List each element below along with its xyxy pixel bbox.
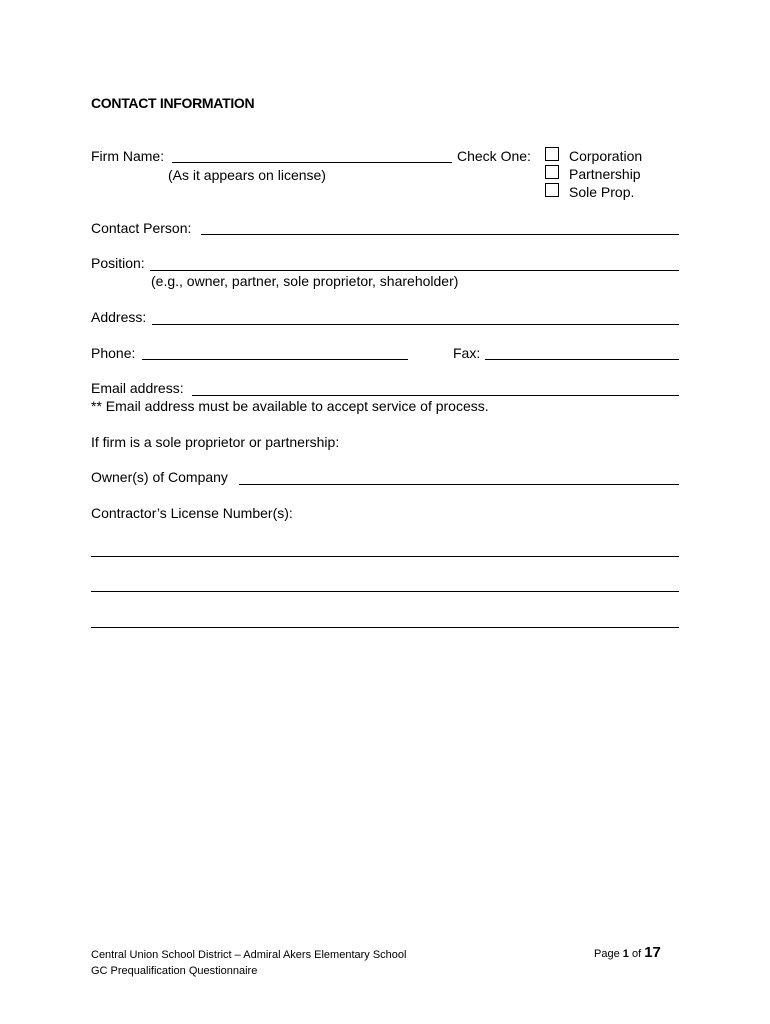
page-word: Page <box>594 948 620 960</box>
of-word: of <box>631 948 642 960</box>
page-indicator <box>594 946 661 961</box>
owners-field[interactable] <box>239 484 679 485</box>
phone-label: Phone: <box>91 345 136 361</box>
position-label: Position: <box>91 255 145 271</box>
contact-person-field[interactable] <box>201 234 679 235</box>
position-field[interactable] <box>150 270 679 271</box>
email-field[interactable] <box>192 395 679 396</box>
address-field[interactable] <box>152 324 679 325</box>
sole-prop-checkbox[interactable] <box>545 183 559 197</box>
check-one-label: Check One: <box>457 148 531 164</box>
position-note: (e.g., owner, partner, sole proprietor, shareholder) <box>151 273 459 289</box>
fax-field[interactable] <box>485 359 679 360</box>
license-label: Contractor’s License Number(s): <box>91 505 293 521</box>
email-label: Email address: <box>91 380 184 396</box>
firm-name-note: (As it appears on license) <box>168 167 326 183</box>
address-label: Address: <box>91 309 147 325</box>
partnership-option-label: Partnership <box>569 166 641 182</box>
firm-name-field[interactable] <box>172 162 452 163</box>
footer-document-title: GC Prequalification Questionnaire <box>91 965 258 977</box>
page-total: 17 <box>644 944 661 961</box>
license-field-1[interactable] <box>91 556 679 557</box>
partnership-checkbox[interactable] <box>545 165 559 179</box>
fax-label: Fax: <box>453 345 481 361</box>
firm-name-label: Firm Name: <box>91 148 165 164</box>
license-field-3[interactable] <box>91 627 679 628</box>
section-title: CONTACT INFORMATION <box>91 95 255 111</box>
phone-field[interactable] <box>142 359 408 360</box>
license-field-2[interactable] <box>91 591 679 592</box>
corporation-option-label: Corporation <box>569 148 643 164</box>
sole-prop-question: If firm is a sole proprietor or partnership: <box>91 434 340 450</box>
footer-district-line: Central Union School District – Admiral Akers Elementary School <box>91 949 407 961</box>
corporation-checkbox[interactable] <box>545 147 559 161</box>
sole-prop-option-label: Sole Prop. <box>569 184 635 200</box>
email-note: ** Email address must be available to accept service of process. <box>91 398 489 414</box>
owners-label: Owner(s) of Company <box>91 469 228 485</box>
contact-person-label: Contact Person: <box>91 220 192 236</box>
page-current: 1 <box>622 948 629 960</box>
